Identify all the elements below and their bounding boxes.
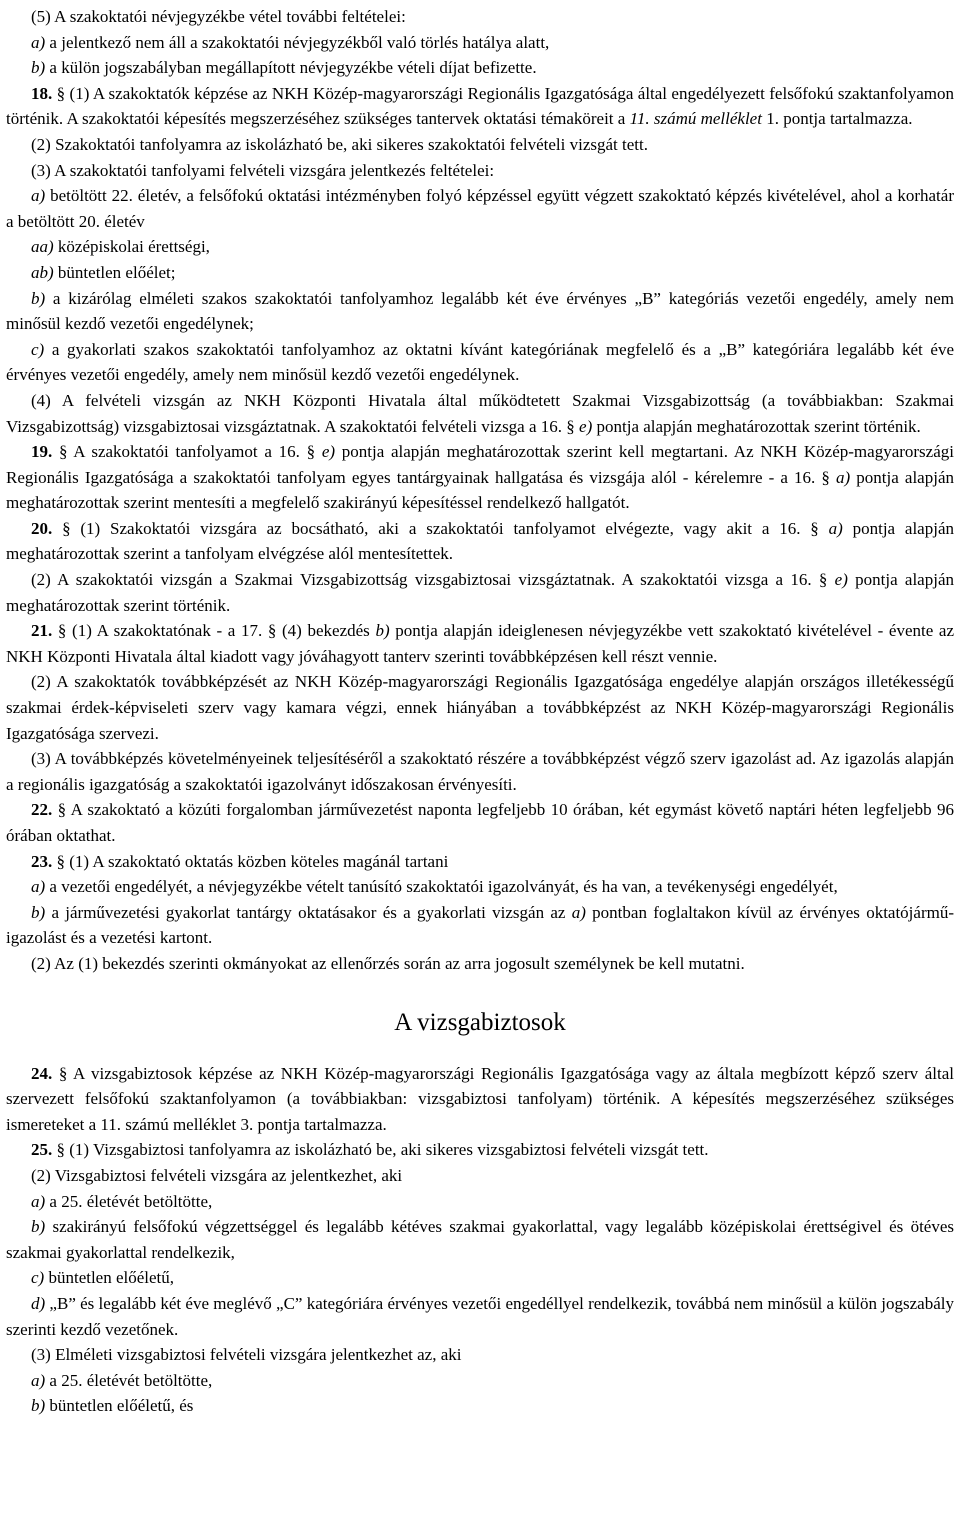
paragraph — [6, 669, 954, 746]
paragraph — [6, 1137, 954, 1163]
paragraph — [6, 1189, 954, 1215]
point-reference: b) — [31, 1396, 46, 1416]
paragraph — [6, 746, 954, 797]
document-body-top — [6, 4, 954, 977]
paragraph-text: § A vizsgabiztosok képzése az NKH Közép-magyarországi Regionális Igazgatósága vagy az általa megbízott képző szerv által szervezett felsőfokú szaktanfolyamon (a továbbiakban: vizsgabiztosi tanfolyam) történik. A képesítés megszerzéséhez szükséges ismereteket a 11. számú melléklet 3. pontja tartalmazza. — [6, 1063, 954, 1134]
point-reference: b) — [31, 902, 46, 922]
paragraph-text: (2) Az (1) bekezdés szerinti okmányokat az ellenőrzés során az arra jogosult személynek be kell mutatni. — [31, 953, 745, 973]
point-reference: b) — [31, 58, 46, 78]
point-reference: aa) — [31, 237, 54, 257]
paragraph-text: a vezetői engedélyét, a névjegyzékbe vételt tanúsító szakoktatói igazolványát, és ha van, a tevékenységi engedélyét, — [45, 877, 838, 897]
section-number: 20. — [31, 518, 53, 538]
paragraph-text: (2) Vizsgabiztosi felvételi vizsgára az jelentkezhet, aki — [31, 1165, 403, 1185]
paragraph — [6, 874, 954, 900]
paragraph — [6, 439, 954, 516]
paragraph-text: § A szakoktatói tanfolyamot a 16. § — [52, 442, 322, 462]
paragraph-text: pontja alapján ideiglenesen névjegyzékbe vett szakoktató kivételével - évente az NKH Központi Hivatala által kiadott vagy jóváhagyott tanterv szerinti továbbképzésen kell részt vennie. — [6, 621, 954, 666]
point-reference: a) — [31, 1370, 46, 1390]
paragraph-text: a járművezetési gyakorlat tantárgy oktatásakor és a gyakorlati vizsgán az — [45, 902, 572, 922]
paragraph-text: büntetlen előéletű, — [44, 1268, 175, 1288]
paragraph-text: a 25. életévét betöltötte, — [45, 1370, 213, 1390]
point-reference: b) — [375, 621, 390, 641]
paragraph — [6, 1214, 954, 1265]
paragraph — [6, 158, 954, 184]
paragraph — [6, 951, 954, 977]
paragraph-text: a gyakorlati szakos szakoktatói tanfolyamhoz az oktatni kívánt kategóriának megfelelő és a „B” kategóriára legalább két éve érvényes vezetői engedély, amely nem minősül kezdő vezetői engedélynek. — [6, 339, 954, 385]
section-number: 21. — [31, 621, 53, 641]
section-number: 22. — [31, 800, 53, 820]
point-reference: a) — [31, 877, 46, 897]
paragraph — [6, 797, 954, 848]
paragraph — [6, 337, 954, 388]
paragraph-text: betöltött 22. életév, a felsőfokú oktatási intézményben folyó képzéssel együtt végzett szakoktató képzés kivételével, ahol a korhatár a betöltött 20. életév — [6, 186, 954, 231]
paragraph-text: § (1) A szakoktató oktatás közben köteles magánál tartani — [52, 851, 449, 871]
paragraph — [6, 1061, 954, 1138]
section-number: 18. — [31, 83, 53, 103]
paragraph-text: pontja alapján meghatározottak szerint mentesíti a megfelelő szakirányú képesítéssel rendelkező hallgatót. — [6, 467, 954, 513]
document-body-bottom — [6, 1061, 954, 1419]
paragraph-text: § (1) Szakoktatói vizsgára az bocsátható, aki a szakoktatói tanfolyamot elvégezte, vagy akit a 16. § — [52, 518, 829, 538]
paragraph-text: (4) A felvételi vizsgán az NKH Központi Hivatala által működtetett Szakmai Vizsgabizottság (a továbbiakban: Szakmai Vizsgabizottság) vizsgabiztosai vizsgáztatnak. A szakoktatói felvételi vizsga a 16. § — [6, 390, 954, 436]
paragraph-text: szakirányú felsőfokú végzettséggel és legalább kétéves szakmai gyakorlattal, vagy legalább középiskolai érettségivel és ötéves szakmai gyakorlattal rendelkezik, — [6, 1217, 954, 1262]
paragraph-text: § (1) Vizsgabiztosi tanfolyamra az iskolázható be, aki sikeres vizsgabiztosi felvételi vizsgát tett. — [52, 1140, 709, 1160]
point-reference: c) — [31, 339, 45, 359]
paragraph-text: a külön jogszabályban megállapított névjegyzékbe vételi díjat befizette. — [45, 58, 537, 78]
point-reference: e) — [834, 570, 848, 590]
paragraph-text: középiskolai érettségi, — [53, 237, 210, 257]
paragraph-text: (3) A szakoktatói tanfolyami felvételi vizsgára jelentkezés feltételei: — [31, 160, 495, 180]
paragraph-text: a jelentkező nem áll a szakoktatói névjegyzékből való törlés hatálya alatt, — [45, 32, 550, 52]
paragraph — [6, 849, 954, 875]
paragraph — [6, 1291, 954, 1342]
section-number: 19. — [31, 442, 53, 462]
paragraph-text: (2) Szakoktatói tanfolyamra az iskolázható be, aki sikeres szakoktatói felvételi vizsgát tett. — [31, 134, 648, 154]
paragraph — [6, 260, 954, 286]
paragraph — [6, 4, 954, 30]
section-number: 25. — [31, 1140, 53, 1160]
paragraph-text: „B” és legalább két éve meglévő „C” kategóriára érvényes vezetői engedéllyel rendelkezik, továbbá nem minősül a külön jogszabály szerinti kezdő vezetőnek. — [6, 1293, 954, 1339]
paragraph-text: büntetlen előélet; — [53, 262, 176, 282]
paragraph-text: a kizárólag elméleti szakos szakoktatói tanfolyamhoz legalább két éve érvényes „B” kategóriás vezetői engedély, amely nem minősül kezdő vezetői engedélynek; — [6, 288, 954, 334]
point-reference: a) — [31, 32, 46, 52]
point-reference: 11. számú melléklet — [629, 109, 762, 129]
paragraph — [6, 900, 954, 951]
section-title: A vizsgabiztosok — [394, 1008, 566, 1036]
paragraph — [6, 1265, 954, 1291]
paragraph-text: (3) A továbbképzés követelményeinek teljesítéséről a szakoktató részére a továbbképzést végző szerv igazolást ad. Az igazolás alapján a regionális igazgatóság a szakoktatói igazolványt időszakosan érvényesíti. — [6, 749, 954, 794]
paragraph — [6, 567, 954, 618]
paragraph-text: pontja alapján meghatározottak szerint a tanfolyam elvégzése alól mentesítettek. — [6, 518, 954, 564]
paragraph-text: § A szakoktató a közúti forgalomban járművezetést naponta legfeljebb 10 órában, két egymást követő naptári héten legfeljebb 96 órában oktathat. — [6, 800, 954, 845]
point-reference: a) — [571, 902, 586, 922]
paragraph — [6, 388, 954, 439]
point-reference: a) — [31, 1191, 46, 1211]
paragraph — [6, 81, 954, 132]
paragraph-text: pontja alapján meghatározottak szerint történik. — [592, 416, 921, 436]
paragraph-text: büntetlen előéletű, és — [45, 1396, 194, 1416]
paragraph-text: (2) A szakoktatók továbbképzését az NKH Közép-magyarországi Regionális Igazgatósága engedélye alapján országos illetékességű szakmai érdek-képviseleti szerv vagy kamara végzi, ennek hiányában a továbbképzést az NKH Közép-magyarországi Regionális Igazgatósága szervezi. — [6, 672, 954, 743]
point-reference: ab) — [31, 262, 54, 282]
paragraph-text: (3) Elméleti vizsgabiztosi felvételi vizsgára jelentkezhet az, aki — [31, 1345, 462, 1365]
paragraph — [6, 618, 954, 669]
paragraph-text: a 25. életévét betöltötte, — [45, 1191, 213, 1211]
point-reference: d) — [31, 1293, 46, 1313]
paragraph-text: 1. pontja tartalmazza. — [761, 109, 913, 129]
paragraph — [6, 234, 954, 260]
paragraph-text: pontja alapján meghatározottak szerint kell megtartani. Az NKH Közép-magyarországi Regionális Igazgatósága a szakoktatói tanfolyam egyes tantárgyainak hallgatása és vizsgája alól - kérelemre - a 16. § — [6, 442, 954, 487]
paragraph — [6, 1163, 954, 1189]
paragraph — [6, 286, 954, 337]
point-reference: a) — [31, 186, 46, 206]
section-number: 23. — [31, 851, 53, 871]
paragraph-text: (2) A szakoktatói vizsgán a Szakmai Vizsgabizottság vizsgabiztosai vizsgáztatnak. A szakoktatói vizsga a 16. § — [31, 570, 835, 590]
point-reference: c) — [31, 1268, 45, 1288]
paragraph-text: pontban foglaltakon kívül az érvényes oktatójármű-igazolást és a vezetési kartont. — [6, 902, 954, 948]
paragraph — [6, 516, 954, 567]
point-reference: a) — [836, 467, 851, 487]
paragraph — [6, 1342, 954, 1368]
point-reference: e) — [579, 416, 593, 436]
point-reference: b) — [31, 288, 46, 308]
point-reference: b) — [31, 1217, 46, 1237]
paragraph — [6, 1393, 954, 1419]
paragraph-text: § (1) A szakoktatónak - a 17. § (4) bekezdés — [52, 621, 376, 641]
point-reference: e) — [321, 442, 336, 462]
paragraph — [6, 1368, 954, 1394]
paragraph-text: pontja alapján meghatározottak szerint történik. — [6, 570, 954, 615]
paragraph — [6, 55, 954, 81]
paragraph — [6, 30, 954, 56]
paragraph-text: (5) A szakoktatói névjegyzékbe vétel további feltételei: — [31, 7, 406, 26]
paragraph — [6, 183, 954, 234]
point-reference: a) — [828, 518, 843, 538]
paragraph-text: § (1) A szakoktatók képzése az NKH Közép-magyarországi Regionális Igazgatósága által engedélyezett felsőfokú szaktanfolyamon történik. A szakoktatói képesítés megszerzéséhez szükséges tantervek oktatási témaköreit a — [6, 83, 954, 129]
section-number: 24. — [31, 1063, 53, 1083]
paragraph — [6, 132, 954, 158]
